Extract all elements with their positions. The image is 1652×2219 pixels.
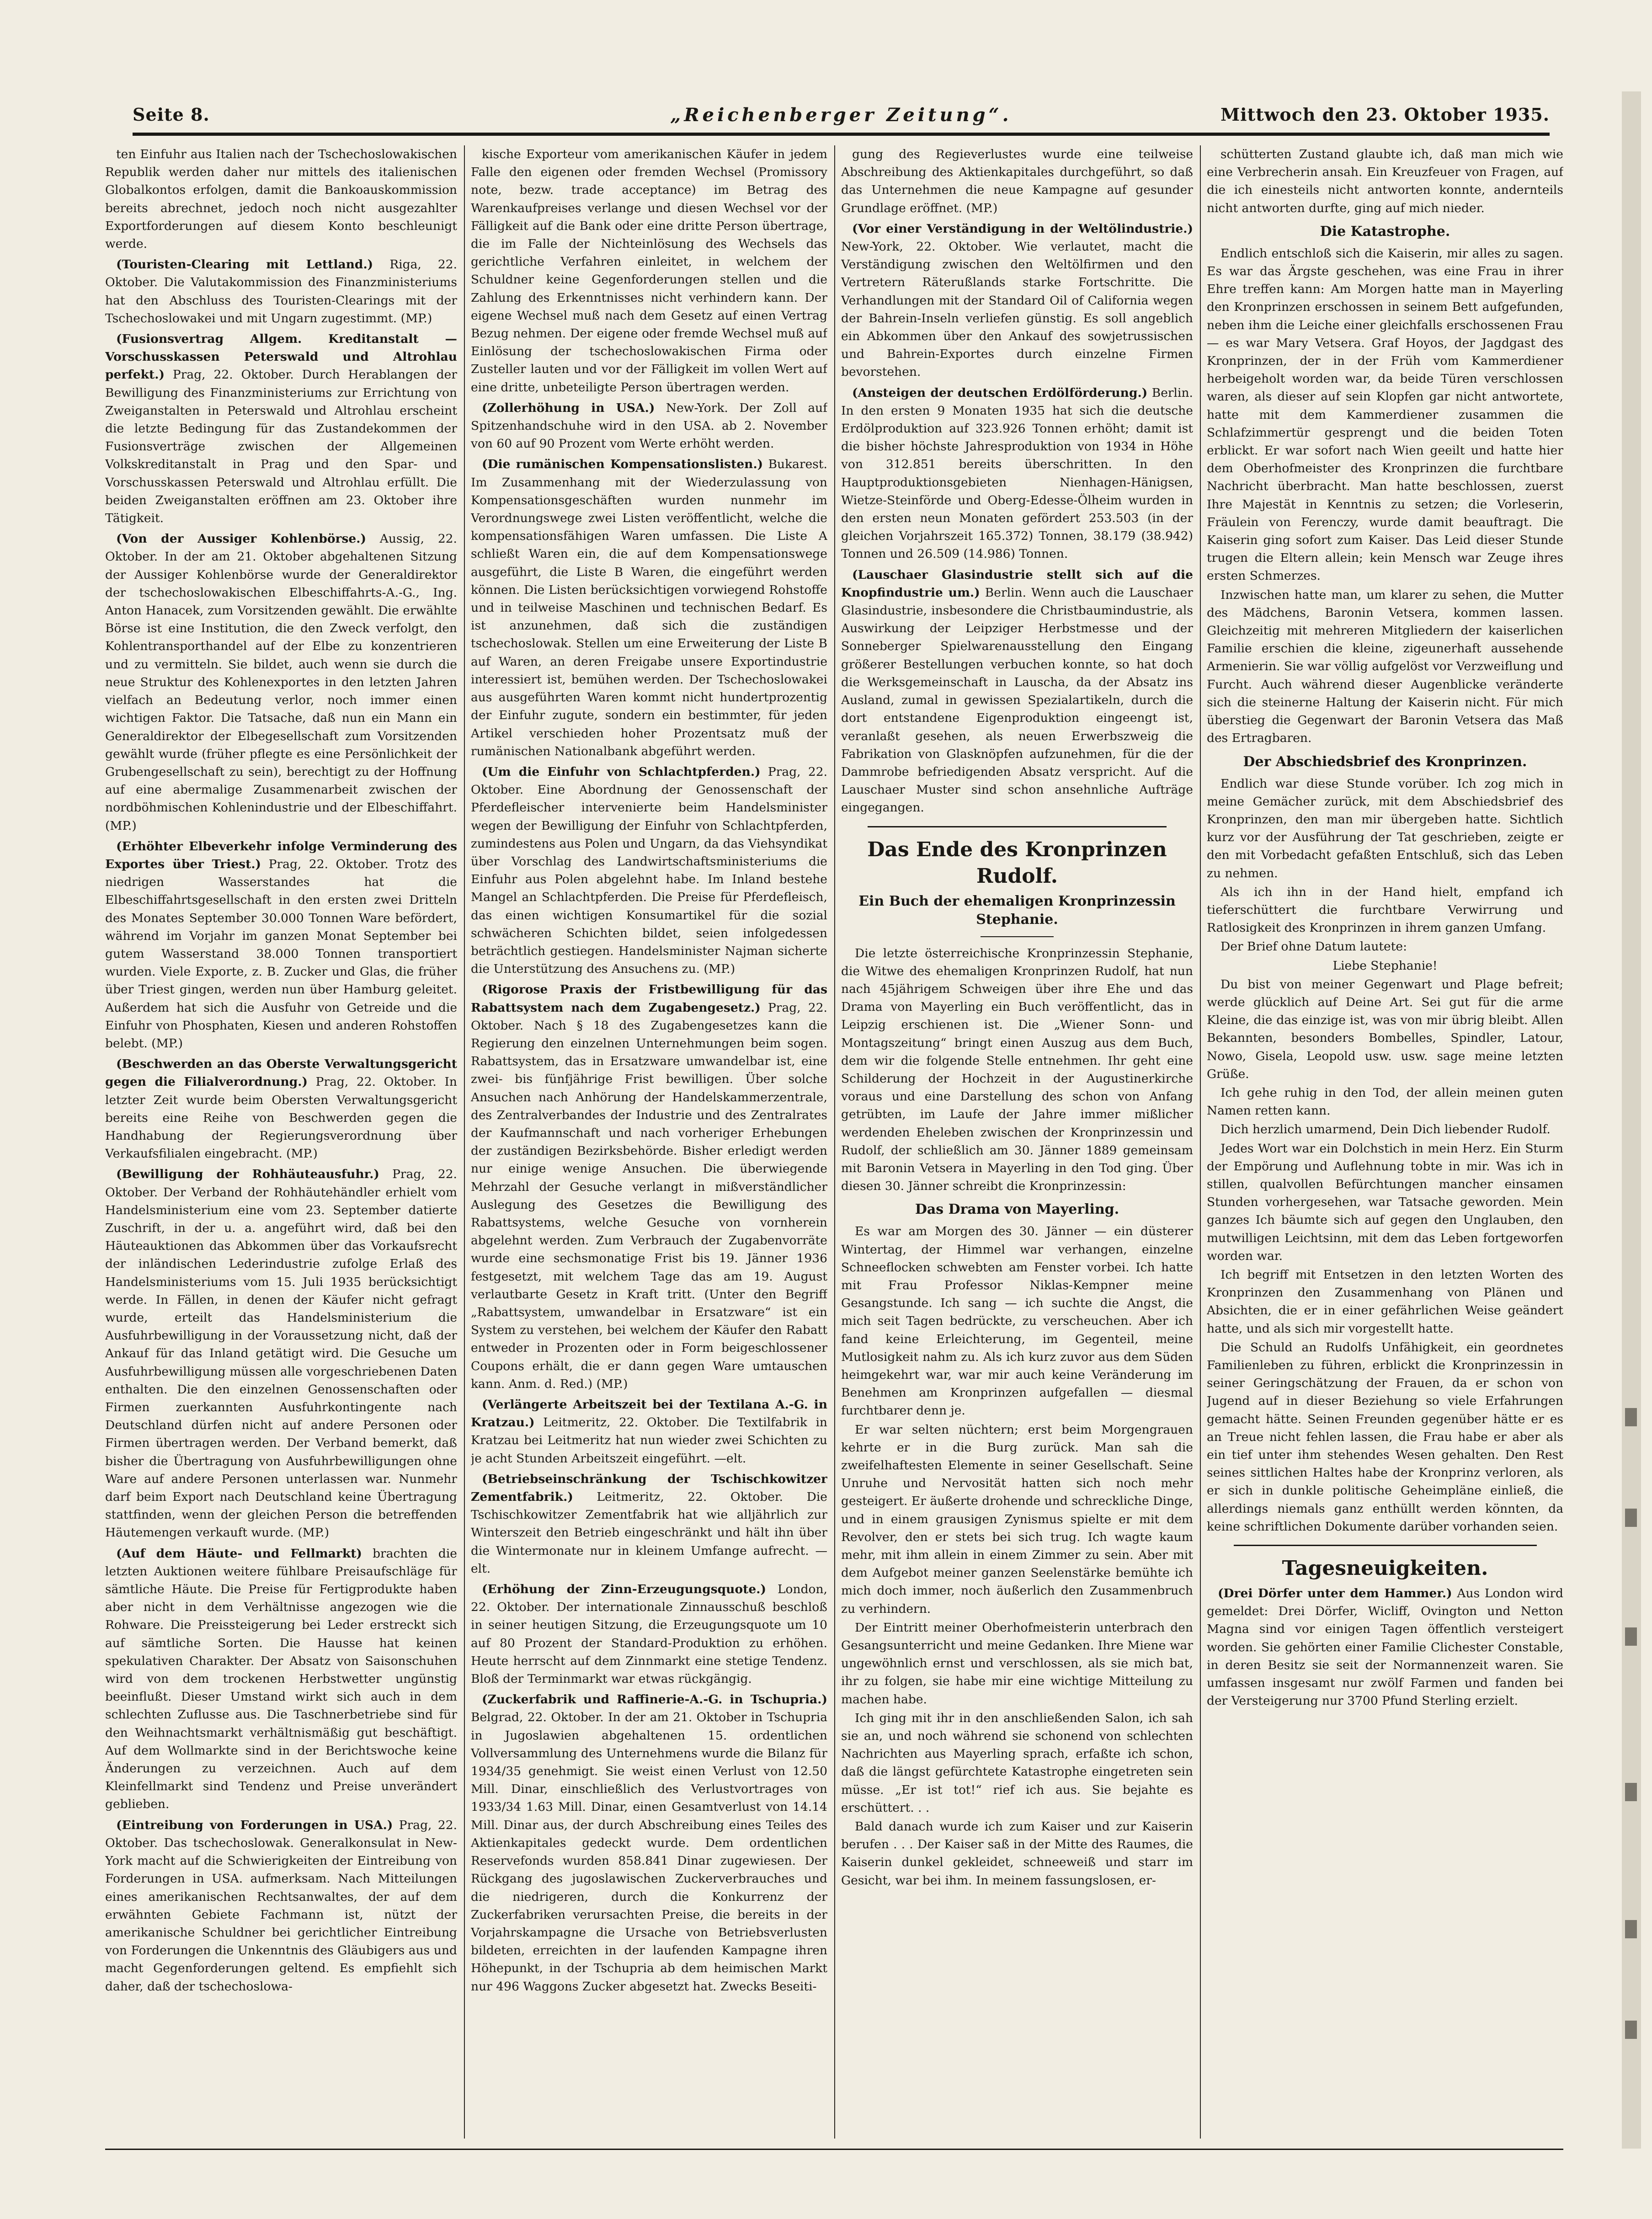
news-item	[105, 1545, 457, 1814]
news-item-text: Prag, 22. Oktober. Das tschechoslowak. Generalkonsulat in New-York macht auf die Schwierigkeiten der Eintreibung von Forderungen in USA. aufmerksam. Nach Mitteilungen eines amerikanischen Rechtsanwaltes, der auf dem erwähnten Gebiete Fachmann ist, nützt der amerikanische Schuldner bei gerichtlicher Eintreibung von Forderungen die Unkenntnis des Gläubigers aus und macht Gegenforderungen geltend. Es empfiehlt sich daher, daß der tschechoslowa-	[105, 1818, 457, 1994]
news-item	[841, 384, 1193, 563]
news-item-text: Prag, 22. Oktober. Der Verband der Rohhäutehändler erhielt vom Handelsministerium eine vom 23. September datierte Zuschrift, in der u. a. angeführt wird, daß bei den Häuteauktionen das Abkommen über das Vorkaufsrecht der inländischen Lederindustrie zufolge Erlaß des Handelsministeriums vom 15. Juli 1935 berücksichtigt werde. In Fällen, in denen der Käufer nicht gefragt wurde, erteilt das Handelsministerium die Ausfuhrbewilligung in der Voraussetzung nicht, daß der Ankauf für das Inland getätigt wird. Die Gesuche um Ausfuhrbewilligung müssen alle vorgeschriebenen Daten enthalten. Die den einzelnen Genossenschaften oder Firmen zuerkannten Ausfuhrkontingente nach Deutschland dürfen nicht auf andere Personen oder Firmen übertragen werden. Der Verband bemerkt, daß bisher die Übertragung von Ausfuhrbewilligungen ohne Ware auf andere Personen unterlassen war. Nunmehr darf beim Export nach Deutschland keine Übertragung stattfinden, wenn der gleichen Person die betreffenden Häutemengen verkauft wurde. (MP.)	[105, 1167, 457, 1540]
title-rule	[981, 936, 1054, 937]
news-item-text: kische Exporteur vom amerikanischen Käufer in jedem Falle den eigenen oder fremden Wechsel (Promissory note, bezw. trade acceptance) im Betrag des Warenkaufpreises verlange und diesen Wechsel vor der Fälligkeit auf die Bank oder eine dritte Person übertrage, die im Falle der Nichteinlösung des Wechsels das gerichtliche Verfahren einleitet, in welchem der Schuldner keine Gegenforderungen stellen und die Zahlung des Erkenntnisses nicht verhindern kann. Der eigene Wechsel muß nach dem Gesetz auf einen Vertrag Bezug nehmen. Der eigene oder fremde Wechsel muß auf Einlösung der tschechoslowakischen Firma oder Zusteller lauten und vor der Fälligkeit im vollen Wert auf eine dritte, unbeteiligte Person übertragen werden.	[471, 147, 827, 395]
paragraph: Ich gehe ruhig in den Tod, der allein meinen guten Namen retten kann.	[1207, 1085, 1563, 1118]
news-item-text: Prag, 22. Oktober. Trotz des niedrigen Wasserstandes hat die Elbeschiffahrtsgesellschaft in den ersten zwei Dritteln des Monates September 30.000 Tonnen Ware befördert, während im Vorjahr im ganzen Monat September bei gutem Wasserstand 38.000 Tonnen transportiert wurden. Viele Exporte, z. B. Zucker und Glas, die früher über Triest gingen, werden nun über Hamburg geleitet. Außerdem hat sich die Ausfuhr von Getreide und die Einfuhr von Phosphaten, Kiesen und anderen Rohstoffen belebt. (MP.)	[105, 857, 457, 1051]
column-2	[471, 145, 827, 2139]
edge-mark	[1625, 1408, 1637, 1426]
paragraph: Du bist von meiner Gegenwart und Plage befreit; werde glücklich auf Deine Art. Sei gut für die arme Kleine, die das einzige ist, was von mir übrig bleibt. Allen Bekannten, besonders Bombelles, Spindler, Latour, Nowo, Gisela, Leopold usw. usw. sage meine letzten Grüße.	[1207, 977, 1563, 1081]
newspaper-title: „Reichenberger Zeitung“.	[670, 104, 1012, 126]
news-item-text: London, 22. Oktober. Der internationale Zinnausschuß beschloß in seiner heutigen Sitzung, die Erzeugungsquote um 10 auf 80 Prozent der Standard-Produktion zu erhöhen. Heute herrscht auf dem Zinnmarkt eine stetige Tendenz. Bloß der Terminmarkt war etwas rückgängig.	[471, 1582, 827, 1686]
news-item	[471, 1470, 827, 1578]
news-item-heading: (Zuckerfabrik und Raffinerie-A.-G. in Tschupria.)	[482, 1692, 827, 1707]
masthead	[133, 104, 1550, 132]
news-item-heading: (Zollerhöhung in USA.)	[482, 400, 655, 415]
news-item-heading: (Drei Dörfer unter dem Hammer.)	[1218, 1586, 1452, 1601]
news-item	[471, 1396, 827, 1467]
news-item-text: Prag, 22. Oktober. In letzter Zeit wurde beim Obersten Verwaltungsgericht bereits eine Reihe von Beschwerden gegen die Handhabung der Regierungsverordnung über Verkaufsfilialen eingebracht. (MP.)	[105, 1075, 457, 1161]
news-item-text: Leitmeritz, 22. Oktober. Die Textilfabrik in Kratzau bei Leitmeritz hat nun wieder zwei Schichten zu je acht Stunden Arbeitszeit eingeführt. —elt.	[471, 1415, 827, 1466]
news-item	[105, 330, 457, 527]
paragraph: Endlich war diese Stunde vorüber. Ich zog mich in meine Gemächer zurück, mit dem Abschiedsbrief des Kronprinzen, den man mir übergeben hatte. Sichtlich kurz vor der Ausführung der Tat geschrieben, zeigte er den mit Vorbedacht gefaßten Entschluß, sich das Leben zu nehmen.	[1207, 776, 1563, 880]
news-item-heading: (Betriebseinschränkung der Tschischkowitzer Zementfabrik.)	[471, 1472, 827, 1504]
news-item	[105, 1816, 457, 1995]
article-title: Tagesneuigkeiten.	[1282, 1557, 1488, 1580]
binding-edge	[1622, 91, 1641, 2149]
edge-mark	[1625, 1627, 1637, 1646]
news-item-heading: (Lauschaer Glasindustrie stellt sich auf die Knopfindustrie um.)	[841, 567, 1193, 600]
news-item-text: Aus London wird gemeldet: Drei Dörfer, Wicliff, Ovington und Netton Magna sind vor einigen Tagen öffentlich versteigert worden. Sie gehörten einer Familie Clichester Constable, in deren Besitz sie seit der Normannenzeit waren. Sie umfassen insgesamt nur zwölf Farmen und fanden bei der Versteigerung nur 3700 Pfund Sterling erzielt.	[1207, 1586, 1563, 1708]
news-item	[841, 220, 1193, 381]
column-3	[841, 145, 1193, 2139]
news-item-heading: (Rigorose Praxis der Fristbewilligung für das Rabattsystem nach dem Zugabengesetz.)	[471, 982, 827, 1015]
news-item-heading: (Eintreibung von Forderungen in USA.)	[116, 1818, 393, 1832]
paragraph: Dich herzlich umarmend, Dein Dich liebender Rudolf.	[1220, 1122, 1551, 1137]
paragraph: Ich begriff mit Entsetzen in den letzten Worten des Kronprinzen den Zusammenhang von Plänen und Absichten, die er in einer gefährlichen Weise geändert hatte, und als sich mir vorgestellt hatte.	[1207, 1267, 1563, 1336]
news-item	[471, 763, 827, 978]
paragraph: schütterten Zustand glaubte ich, daß man mich wie eine Verbrecherin ansah. Ein Kreuzfeuer von Fragen, auf die ich einesteils nicht antworten konnte, andernteils nicht antworten durfte, ging auf mich nieder.	[1207, 147, 1563, 215]
paragraph: Die letzte österreichische Kronprinzessin Stephanie, die Witwe des ehemaligen Kronprinzen Rudolf, hat nun nach 45jährigem Schweigen über ihre Ehe und das Drama von Mayerling ein Buch veröffentlicht, das in Leipzig erschienen ist. Die „Wiener Sonn- und Montagszeitung“ bringt einen Auszug aus dem Buch, dem wir die folgende Stelle entnehmen. Ihr geht eine Schilderung der Hochzeit in der Augustinerkirche voraus und eine Darstellung des schon von Anfang getrübten, im Laufe der Jahre immer mißlicher werdenden Eheleben zwischen der Kronprinzessin und Rudolf, der schließlich am 30. Jänner 1889 gemeinsam mit Baronin Vetsera in Mayerling in den Tod ging. Über diesen 30. Jänner schreibt die Kronprinzessin:	[841, 946, 1193, 1194]
paragraph: Ich ging mit ihr in den anschließenden Salon, ich sah sie an, und noch während sie schonend von schlechten Nachrichten aus Mayerling sprach, erfaßte ich schon, daß die längst gefürchtete Katastrophe eingetreten sein müsse. „Er ist tot!“ rief ich aus. Sie bejahte es erschüttert. . .	[841, 1711, 1193, 1815]
news-item-heading: (Verlängerte Arbeitszeit bei der Textilana A.-G. in Kratzau.)	[471, 1398, 827, 1430]
news-item-text: Prag, 22. Oktober. Nach § 18 des Zugabengesetzes kann die Regierung den einzelnen Unternehmungen beim sogen. Rabattsystem, das in Ersatzware umwandelbar ist, eine zwei- bis fünfjährige Frist bewilligen. Über solche Ansuchen nach Anhörung der Handelskammerzentrale, des Zentralverbandes der Industrie und des Zentralrates der Kaufmannschaft und nach vorheriger Erhebungen der zuständigen Bezirksbehörde. Bisher erledigt werden nur einige wenige Ansuchen. Die überwiegende Mehrzahl der Gesuche verlangt in mißverständlicher Auslegung des Gesetzes die Bewilligung des Rabattsystems, welche Gesuche von vornherein abgelehnt werden. Zum Verbrauch der Zugabenvorräte wurde eine sechsmonatige Frist bis 19. Jänner 1936 festgesetzt, mit welchem Tage das am 19. August verlautbarte Gesetz in Kraft tritt. (Unter den Begriff „Rabattsystem, umwandelbar in Ersatzware“ ist ein System zu verstehen, bei welchem der Käufer den Rabatt entweder in Prozenten oder in Form beigeschlossener Coupons erhält, die er dann gegen Ware umtauschen kann. Anm. d. Red.) (MP.)	[471, 1000, 827, 1391]
news-item-text: New-York. Der Zoll auf Spitzenhandschuhe wird in den USA. ab 2. November von 60 auf 90 Prozent vom Werte erhöht werden.	[471, 400, 827, 451]
news-item	[105, 530, 457, 834]
edge-mark	[1625, 1783, 1637, 1801]
news-item-heading: (Bewilligung der Rohhäuteausfuhr.)	[116, 1167, 379, 1182]
paragraph: Die Schuld an Rudolfs Unfähigkeit, ein geordnetes Familienleben zu führen, erblickt die Kronprinzessin in seiner Geringschätzung der Frauen, da er schon von Jugend auf in dieser Beziehung so viele Erfahrungen gemacht hätte. Seinen Freunden gegenüber hätte er es an Treue nicht fehlen lassen, die Frau habe er aber als ein tief unter ihm stehendes Wesen gehalten. Den Rest seines sittlichen Haltes habe der Kronprinz verloren, als er sich in dunkle politische Geheimpläne einließ, die allerdings niemals ganz enthüllt werden könnten, da keine schriftlichen Dokumente darüber vorhanden seien.	[1207, 1340, 1563, 1534]
section-heading: Der Abschiedsbrief des Kronprinzen.	[1243, 753, 1527, 770]
news-item-text: Bukarest. Im Zusammenhang mit der Wiederzulassung von Kompensationsgeschäften wurden nunmehr im Verordnungswege zwei Listen veröffentlicht, welche die kompensationsfähigen Waren umfassen. Die Liste A schließt Waren ein, die auf dem Kompensationswege ausgeführt, die Liste B Waren, die eingeführt werden können. Die Listen berücksichtigen vorwiegend Rohstoffe und in teilweise Maschinen und technischen Bedarf. Es ist anzunehmen, daß sich die zuständigen tschechoslowak. Stellen um eine Erweiterung der Liste B auf Waren, an deren Freigabe unsere Exportindustrie interessiert ist, bemühen werden. Der Tschechoslowakei aus ausgeführten Waren kommt nicht hundertprozentig der Einfuhr zugute, sondern ein bestimmter, für jeden Artikel verschieden hoher Prozentsatz muß der rumänischen Nationalbank abgeführt werden.	[471, 457, 827, 758]
news-item	[1207, 1584, 1563, 1710]
paragraph: Er war selten nüchtern; erst beim Morgengrauen kehrte er in die Burg zurück. Man sah die zweifelhaftesten Elemente in seiner Gesellschaft. Seine Unruhe und Nervosität hatten sich noch mehr gesteigert. Er äußerte drohende und schreckliche Dinge, und in einem grausigen Zynismus spielte er mit dem Revolver, den er stets bei sich trug. Ich wagte kaum mehr, mit ihm allein in einem Zimmer zu sein. Aber mit dem Aufgebot meiner ganzen Seelenstärke bemühte ich mich doch immer, noch äußerlich den Zusammenbruch zu verhindern.	[841, 1422, 1193, 1616]
paragraph: Als ich ihn in der Hand hielt, empfand ich tieferschüttert die furchtbare Verwirrung und Ratlosigkeit des Kronprinzen in ihrem ganzen Umfang.	[1207, 885, 1563, 935]
edge-mark	[1625, 1920, 1637, 1938]
paragraph: Jedes Wort war ein Dolchstich in mein Herz. Ein Sturm der Empörung und Auflehnung tobte in mir. Was ich in stillen, qualvollen Befürchtungen mancher einsamen Stunden vorhergesehen, war Tatsache geworden. Mein ganzes Ich bäumte sich auf gegen den Unglauben, den mutwilligen Leichtsinn, mit dem das Leben fortgeworfen worden war.	[1207, 1141, 1563, 1263]
news-item	[105, 1165, 457, 1542]
news-item	[841, 566, 1193, 817]
news-item	[471, 455, 827, 760]
news-item	[471, 1691, 827, 1995]
section-heading: Das Drama von Mayerling.	[915, 1201, 1119, 1218]
news-item-text: brachten die letzten Auktionen weitere fühlbare Preisaufschläge für sämtliche Häute. Die Preise für Fertigprodukte haben aber nicht in dem Verhältnisse angezogen wie die Rohware. Die Preissteigerung bei Leder erstreckt sich auf sämtliche Sorten. Die Hausse hat keinen spekulativen Charakter. Der Absatz von Saisonschuhen wird von dem trockenen Herbstwetter ungünstig beeinflußt. Dieser Umstand wirkt sich auch in dem schlechten Zuflusse aus. Die Taschnerbetriebe sind für den Weihnachtsmarkt verhältnismäßig gut beschäftigt. Auf dem Wollmarkte sind in der Berichtswoche keine Änderungen zu verzeichnen. Auch auf dem Kleinfellmarkt sind Tendenz und Preise unverändert geblieben.	[105, 1546, 457, 1812]
column-4	[1207, 145, 1563, 2139]
news-item-text: Prag, 22. Oktober. Durch Herablangen der Bewilligung des Finanzministeriums zur Errichtung von Zweiganstalten in Peterswald und Altrohlau erscheint die letzte Bedingung für das Zustandekommen der Fusionsverträge zwischen der Allgemeinen Volkskreditanstalt in Prag und den Spar- und Vorschusskassen Peterswald und Altrohlau erfüllt. Die beiden Zweiganstalten eröffnen am 23. Oktober ihre Tätigkeit.	[105, 368, 457, 526]
section-heading: Die Katastrophe.	[1320, 223, 1450, 240]
column-divider	[834, 145, 835, 2139]
article-subtitle: Ein Buch der ehemaligen Kronprinzessin Stephanie.	[858, 893, 1176, 928]
news-item-heading: (Fusionsvertrag Allgem. Kreditanstalt — Vorschusskassen Peterswald und Altrohlau perfekt.)	[105, 332, 457, 382]
issue-date: Mittwoch den 23. Oktober 1935.	[1220, 104, 1550, 125]
news-item	[105, 145, 457, 253]
paragraph: Bald danach wurde ich zum Kaiser und zur Kaiserin berufen . . . Der Kaiser saß in der Mitte des Raumes, die Kaiserin dunkel gekleidet, schneeweiß und starr im Gesicht, war bei ihm. In meinem fassungslosen, er-	[841, 1819, 1193, 1888]
edge-mark	[1625, 2021, 1637, 2039]
news-item	[105, 1055, 457, 1163]
news-item-heading: (Um die Einfuhr von Schlachtpferden.)	[482, 764, 761, 779]
news-item-heading: (Erhöhter Elbeverkehr infolge Verminderung des Exportes über Triest.)	[105, 839, 457, 871]
article-title: Das Ende des Kronprinzen Rudolf.	[867, 837, 1167, 888]
news-item-text: Riga, 22. Oktober. Die Valutakommission des Finanzministeriums hat den Abschluss des Touristen-Clearings mit der Tschechoslowakei und mit Ungarn zugestimmt. (MP.)	[105, 257, 457, 325]
news-item-text: Leitmeritz, 22. Oktober. Die Tschischkowitzer Zementfabrik hat wie alljährlich zur Winterszeit den Betrieb eingeschränkt und hält ihn über die Wintermonate nur in kleinem Umfange aufrecht. —elt.	[471, 1490, 827, 1576]
paragraph: Inzwischen hatte man, um klarer zu sehen, die Mutter des Mädchens, Baronin Vetsera, kommen lassen. Gleichzeitig mit mehreren Mitgliedern der kaiserlichen Familie erschien die kleine, zigeunerhaft aussehende Armenierin. Sie war völlig aufgelöst vor Verzweiflung und Furcht. Auch während dieser Augenblicke veränderte sich die steinerne Haltung der Kaiserin nicht. Für mich überstieg die Gegenwart der Baronin Vetsera das Maß des Ertragbaren.	[1207, 587, 1563, 746]
news-item-heading: (Auf dem Häute- und Fellmarkt)	[116, 1546, 362, 1561]
letter-salutation: Liebe Stephanie!	[1332, 958, 1438, 973]
news-item	[471, 1580, 827, 1688]
paragraph: Es war am Morgen des 30. Jänner — ein düsterer Wintertag, der Himmel war verhangen, einzelne Schneeflocken schwebten am Fenster vorbei. Ich hatte mit Frau Professor Niklas-Kempner meine Gesangstunde. Ich sang — ich suchte die Angst, die mich seit Tagen bedrückte, zu verscheuchen. Aber ich fand keine Erleichterung, im Gegenteil, meine Mutlosigkeit nahm zu. Als ich kurz zuvor aus dem Süden heimgekehrt war, war mir auch keine Veränderung im Benehmen am Kronprinzen aufgefallen — diesmal furchtbarer denn je.	[841, 1224, 1193, 1418]
news-item	[841, 145, 1193, 217]
news-item	[471, 981, 827, 1393]
page-number: Seite 8.	[133, 104, 210, 125]
column-1	[105, 145, 457, 2139]
news-item-text: Berlin. Wenn auch die Lauschaer Glasindustrie, insbesondere die Christbaumindustrie, als Auswirkung der Leipziger Herbstmesse und der Sonneberger Spielwarenausstellung den Eingang größerer Bestellungen verbuchen konnte, so hat doch die Werksgemeinschaft in Lauscha, da der Absatz ins Ausland, zumal in gewissen Spezialartikeln, durch die dort entstandene Eigenproduktion eingeengt ist, veranlaßt gesehen, als neuen Erwerbszweig die Fabrikation von Glasknöpfen aufzunehmen, für die der Dammrobe befriedigenden Absatz verspricht. Auf die Lauschaer Muster sind schon ansehnliche Aufträge eingegangen.	[841, 585, 1193, 815]
news-item	[105, 256, 457, 327]
column-divider	[1200, 145, 1201, 2139]
footer-rule	[105, 2149, 1563, 2150]
news-item-heading: (Beschwerden an das Oberste Verwaltungsgericht gegen die Filialverordnung.)	[105, 1057, 457, 1089]
news-item-heading: (Erhöhung der Zinn-Erzeugungsquote.)	[482, 1582, 766, 1597]
news-item-heading: (Ansteigen der deutschen Erdölförderung.)	[852, 385, 1148, 400]
news-item-text: Aussig, 22. Oktober. In der am 21. Oktober abgehaltenen Sitzung der Aussiger Kohlenbörse wurde der Generaldirektor der tschechoslowakischen Elbeschiffahrts-A.-G., Ing. Anton Hanacek, zum Vorsitzenden gewählt. Die erwählte Börse ist eine Institution, die den Zweck verfolgt, den Kohlentransporthandel auf der Elbe zu konzentrieren und zu vermitteln. Sie bildet, auch wenn sie durch die neue Struktur des Kohlenexportes in den letzten Jahren vielfach an Bedeutung verlor, noch immer einen wichtigen Faktor. Die Tatsache, daß nun ein Mann ein Generaldirektor der Elbegesellschaft zum Vorsitzenden gewählt wurde (früher pflegte es eine Persönlichkeit der Grubengesellschaft zu sein), berechtigt zu der Hoffnung auf eine abermalige Zusammenarbeit zwischen der nordböhmischen Kohlenindustrie und der Elbeschiffahrt. (MP.)	[105, 532, 457, 833]
paragraph: Der Eintritt meiner Oberhofmeisterin unterbrach den Gesangsunterricht und meine Gedanken. Ihre Miene war ungewöhnlich ernst und verschlossen, als sie mich bat, ihr zu folgen, sie habe mir eine wichtige Mitteilung zu machen habe.	[841, 1620, 1193, 1707]
news-item-heading: (Von der Aussiger Kohlenbörse.)	[116, 532, 367, 546]
section-rule	[1234, 1545, 1537, 1546]
news-item-text: Berlin. In den ersten 9 Monaten 1935 hat sich die deutsche Erdölproduktion auf 323.926 Tonnen erhöht; damit ist die bisher höchste Jahresproduktion von 1934 in Höhe von 312.851 bereits überschritten. In den Hauptproduktionsgebieten Nienhagen-Hänigsen, Wietze-Steinförde und Oberg-Edesse-Ölheim wurden in den ersten neun Monaten gefördert 253.503 (in der gleichen Vorjahrszeit 165.372) Tonnen, 38.179 (38.942) Tonnen und 26.509 (14.986) Tonnen.	[841, 385, 1193, 561]
news-item-text: ten Einfuhr aus Italien nach der Tschechoslowakischen Republik werden daher nur mittels des italienischen Globalkontos erfolgen, damit die Bankoauskommission bereits abrechnet, jedoch noch nicht ausgezahlter Exportforderungen auf diesem Konto beschleunigt werde.	[105, 147, 457, 251]
news-item-text: New-York, 22. Oktober. Wie verlautet, macht die Verständigung zwischen den Weltölfirmen und den Vertretern Räterußlands starke Fortschritte. Die Verhandlungen mit der Standard Oil of California wegen der Bahrein-Inseln verliefen günstig. Es soll angeblich ein Abkommen über den Ankauf des sowjetrussischen und Bahrein-Exportes durch einzelne Firmen bevorstehen.	[841, 240, 1193, 379]
paragraph: Der Brief ohne Datum lautete:	[1220, 939, 1407, 954]
news-item-heading: (Touristen-Clearing mit Lettland.)	[116, 257, 373, 272]
news-item-text: gung des Regieverlustes wurde eine teilweise Abschreibung des Aktienkapitales durchgeführt, so daß das Unternehmen die neue Kampagne auf gesunder Grundlage eröffnet. (MP.)	[841, 147, 1193, 215]
paragraph: Endlich entschloß sich die Kaiserin, mir alles zu sagen. Es war das Ärgste geschehen, was eine Frau in ihrer Ehre treffen kann: Am Morgen hatte man in Mayerling den Kronprinzen erschossen in seinem Bett aufgefunden, neben ihm die Leiche einer gleichfalls erschossenen Frau — es war Mary Vetsera. Graf Hoyos, der Jagdgast des Kronprinzen, der in der Früh vom Kammerdiener herbeigeholt worden war, da beide Türen verschlossen waren, als dieser auf sein Klopfen gar nicht antwortete, hatte mit dem Kammerdiener zusammen die Schlafzimmertür gesprengt und die beiden Toten erblickt. Er war sofort nach Wien geeilt und hatte hier dem Oberhofmeister des Kronprinzen die furchtbare Nachricht überbracht. Man hatte beschlossen, zuerst Ihre Majestät in Kenntnis zu setzen; die Vorleserin, Fräulein von Ferenczy, wurde damit beauftragt. Die Kaiserin ging sofort zum Kaiser. Das Leid dieser Stunde trugen die Eltern allein; kein Mensch war Zeuge ihres ersten Schmerzes.	[1207, 246, 1563, 583]
news-item-heading: (Die rumänischen Kompensationslisten.)	[482, 457, 763, 472]
news-item	[105, 837, 457, 1052]
news-item-text: Belgrad, 22. Oktober. In der am 21. Oktober in Tschupria in Jugoslawien abgehaltenen 15. ordentlichen Vollversammlung des Unternehmens wurde die Bilanz für 1934/35 genehmigt. Sie weist einen Verlust von 12.50 Mill. Dinar, einschließlich des Verlustvortrages von 1933/34 1.63 Mill. Dinar, einen Gesamtverlust von 14.14 Mill. Dinar aus, der durch Abschreibung eines Teiles des Aktienkapitales gedeckt wurde. Dem ordentlichen Reservefonds wurden 858.841 Dinar zugewiesen. Der Rückgang des jugoslawischen Zuckerverbrauches und die niedrigeren, durch die Konkurrenz der Zuckerfabriken verursachten Preise, die bereits in der Vorjahrskampagne die Ursache von Betriebsverlusten bildeten, erreichten in der laufenden Kampagne ihren Höhepunkt, in der Tschupria ab dem heimischen Markt nur 496 Waggons Zucker abgesetzt hat. Zwecks Beseiti-	[471, 1710, 827, 1994]
news-item-heading: (Vor einer Verständigung in der Weltölindustrie.)	[852, 221, 1193, 236]
news-item	[471, 399, 827, 453]
section-rule	[868, 826, 1167, 827]
news-item-text: Prag, 22. Oktober. Eine Abordnung der Genossenschaft der Pferdefleischer intervenierte beim Handelsminister wegen der Bewilligung der Einfuhr von Schlachtpferden, zumindestens aus Polen und Ungarn, da das Viehsyndikat über Vorschlag des Landwirtschaftsministeriums die Einfuhr aus Polen abgelehnt habe. Im Inland bestehe Mangel an Schlachtpferden. Die Preise für Pferdefleisch, das einen wichtigen Konsumartikel für die sozial schwächeren Schichten bildet, seien infolgedessen beträchtlich gestiegen. Handelsminister Najman sicherte die Unterstützung des Ansuchens zu. (MP.)	[471, 764, 827, 976]
column-divider	[464, 145, 465, 2139]
news-item	[471, 145, 827, 396]
header-rule	[133, 133, 1550, 136]
edge-mark	[1625, 1509, 1637, 1527]
